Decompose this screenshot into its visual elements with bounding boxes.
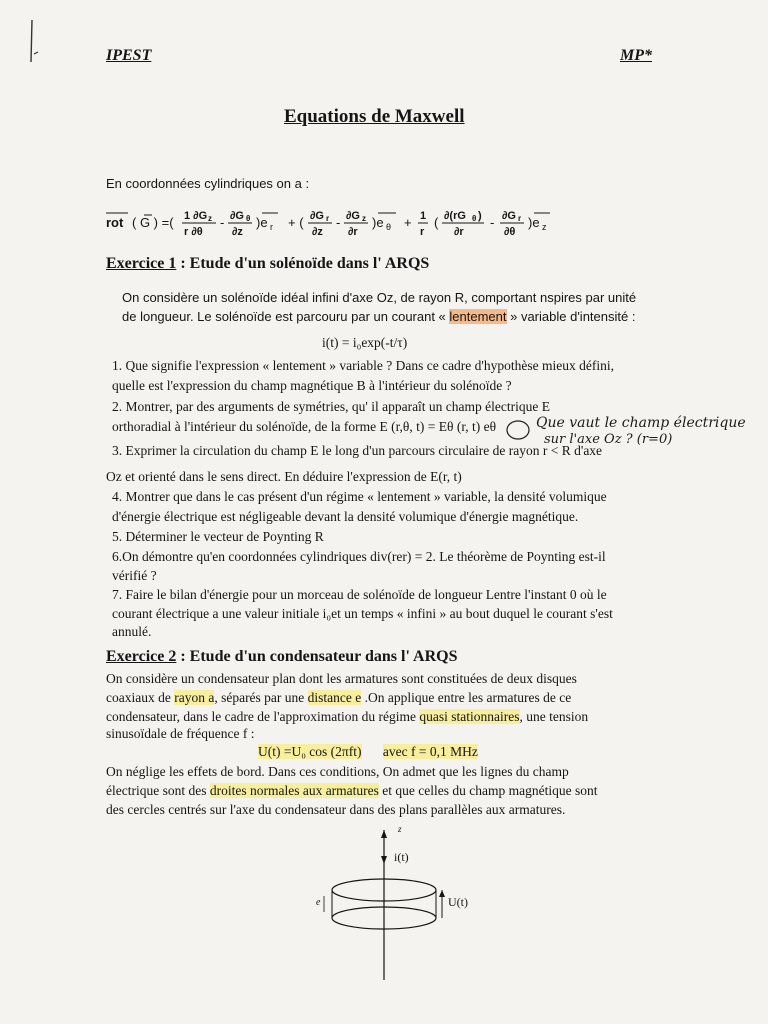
highlight-frequency: avec f = 0,1 MHz bbox=[382, 744, 478, 759]
pen-mark-icon bbox=[22, 18, 42, 66]
figure-distance-label: e bbox=[316, 897, 321, 908]
question-3-line-2: Oz et orienté dans le sens direct. En déduire l'expression de E(r, t) bbox=[106, 469, 462, 484]
ex1-paragraph-line-1: On considère un solénoïde idéal infini d'axe Oz, de rayon R, comportant nspires par unité bbox=[122, 290, 637, 305]
question-4-line-2: d'énergie électrique est négligeable devant la densité volumique d'énergie magnétique. bbox=[112, 509, 579, 524]
svg-text:∂G: ∂G bbox=[502, 210, 516, 222]
ex1-paragraph-line-2: de longueur. Le solénoïde est parcouru par un courant « lentement » variable d'intensité : bbox=[122, 309, 636, 324]
exercise-1-heading bbox=[106, 255, 429, 273]
svg-text:r: r bbox=[270, 222, 273, 232]
svg-text:): ) bbox=[478, 210, 482, 222]
highlight-distance: distance e bbox=[307, 690, 362, 705]
ex2-line-5: On néglige les effets de bord. Dans ces conditions, On admet que les lignes du champ bbox=[106, 764, 569, 779]
question-1-line-1: 1. Que signifie l'expression « lentement » variable ? Dans ce cadre d'hypothèse mieux défini, bbox=[112, 358, 614, 373]
svg-text:)e: )e bbox=[256, 215, 268, 230]
svg-text:∂z: ∂z bbox=[232, 226, 243, 238]
question-2-line-2: orthoradial à l'intérieur du solénoïde, de la forme E (r,θ, t) = Eθ (r, t) eθ bbox=[112, 419, 497, 434]
ex2-line-6: électrique sont des droites normales aux armatures et que celles du champ magnétique sont bbox=[106, 783, 598, 798]
question-1-line-2: quelle est l'expression du champ magnétique B à l'intérieur du solénoïde ? bbox=[112, 378, 512, 393]
svg-text:r: r bbox=[518, 214, 522, 223]
svg-text:1: 1 bbox=[420, 210, 427, 222]
svg-text:r: r bbox=[420, 226, 425, 238]
svg-text:∂G: ∂G bbox=[230, 210, 244, 222]
svg-text:r: r bbox=[326, 214, 330, 223]
current-formula: i(t) = i₀exp(-t/τ) bbox=[322, 335, 408, 350]
capacitor-figure bbox=[310, 820, 490, 990]
svg-text:∂r: ∂r bbox=[348, 226, 358, 238]
question-5: 5. Déterminer le vecteur de Poynting R bbox=[112, 529, 324, 544]
header-school: IPEST bbox=[106, 47, 152, 64]
question-3-line-1: 3. Exprimer la circulation du champ E le long d'un parcours circulaire de rayon r < R d'axe bbox=[112, 443, 603, 458]
exercise-1-label: Exercice 1 bbox=[106, 255, 177, 272]
handwritten-note-line-2: sur l'axe Oz ? (r=0) bbox=[544, 432, 673, 447]
figure-z-label: z bbox=[398, 824, 402, 834]
header-class: MP* bbox=[620, 47, 652, 64]
curl-formula-graphic bbox=[106, 205, 666, 245]
svg-text:( G ) =(: ( G ) =( bbox=[132, 215, 174, 230]
svg-text:)e: )e bbox=[372, 215, 384, 230]
svg-text:z: z bbox=[542, 222, 547, 232]
svg-text:)e: )e bbox=[528, 215, 540, 230]
svg-text:∂θ: ∂θ bbox=[504, 226, 516, 238]
svg-text:z: z bbox=[362, 214, 366, 223]
question-6-line-2: vérifié ? bbox=[112, 568, 157, 583]
exercise-2-title: : Etude d'un condensateur dans l' ARQS bbox=[180, 648, 458, 665]
highlight-droites-normales: droites normales aux armatures bbox=[209, 783, 379, 798]
hand-circle-icon bbox=[505, 418, 531, 442]
svg-text:+ (: + ( bbox=[288, 215, 304, 230]
svg-text:-: - bbox=[336, 215, 341, 230]
svg-text:rot: rot bbox=[106, 215, 124, 230]
figure-voltage-label: U(t) bbox=[448, 895, 468, 909]
svg-text:∂G: ∂G bbox=[310, 210, 324, 222]
svg-text:∂G: ∂G bbox=[346, 210, 360, 222]
figure-current-label: i(t) bbox=[394, 850, 409, 864]
exercise-2-label: Exercice 2 bbox=[106, 648, 177, 665]
exercise-1-title: : Etude d'un solénoïde dans l' ARQS bbox=[180, 255, 430, 272]
highlight-quasi-stationnaires: quasi stationnaires bbox=[419, 709, 520, 724]
ex2-line-3: condensateur, dans le cadre de l'approximation du régime quasi stationnaires, une tension bbox=[106, 709, 589, 724]
svg-text:θ: θ bbox=[386, 222, 392, 232]
question-2-line-1: 2. Montrer, par des arguments de symétries, qu' il apparaît un champ électrique E bbox=[112, 399, 551, 414]
question-7-line-2: courant électrique a une valeur initiale i₀et un temps « infini » au bout duquel le courant s'est bbox=[112, 606, 613, 621]
svg-text:(: ( bbox=[434, 215, 439, 230]
question-4-line-1: 4. Montrer que dans le cas présent d'un régime « lentement » variable, la densité volumique bbox=[112, 489, 607, 504]
svg-text:r ∂θ: r ∂θ bbox=[184, 226, 203, 238]
svg-text:∂(rG: ∂(rG bbox=[444, 210, 466, 222]
ex2-line-7: des cercles centrés sur l'axe du condensateur dans des plans parallèles aux armatures. bbox=[106, 802, 566, 817]
svg-text:-: - bbox=[220, 215, 225, 230]
ex2-line-2: coaxiaux de rayon a, séparés par une distance e .On applique entre les armatures de ce bbox=[106, 690, 572, 705]
page-title: Equations de Maxwell bbox=[284, 106, 465, 127]
svg-text:z: z bbox=[208, 214, 212, 223]
exercise-2-heading bbox=[106, 648, 457, 666]
svg-text:+: + bbox=[404, 215, 412, 230]
question-6-line-1: 6.On démontre qu'en coordonnées cylindriques div(rer) = 2. Le théorème de Poynting est-il bbox=[112, 549, 606, 564]
intro-line: En coordonnées cylindriques on a : bbox=[106, 176, 310, 191]
voltage-formula bbox=[258, 742, 478, 762]
svg-text:∂z: ∂z bbox=[312, 226, 323, 238]
ex2-line-1: On considère un condensateur plan dont les armatures sont constituées de deux disques bbox=[106, 671, 577, 686]
svg-text:θ: θ bbox=[472, 214, 477, 223]
svg-text:∂r: ∂r bbox=[454, 226, 464, 238]
highlight-rayon: rayon a bbox=[174, 690, 215, 705]
highlight-voltage: U(t) =U₀ cos (2πft) bbox=[258, 744, 362, 759]
svg-text:-: - bbox=[490, 215, 495, 230]
highlight-lentement: lentement bbox=[449, 309, 507, 324]
question-7-line-3: annulé. bbox=[112, 624, 152, 639]
svg-text:1 ∂G: 1 ∂G bbox=[184, 210, 208, 222]
ex2-line-4: sinusoïdale de fréquence f : bbox=[106, 726, 255, 741]
curl-formula bbox=[106, 205, 666, 245]
question-7-line-1: 7. Faire le bilan d'énergie pour un morceau de solénoïde de longueur Lentre l'instant 0 où le bbox=[112, 587, 607, 602]
handwritten-note-line-1: Que vaut le champ électrique bbox=[536, 415, 746, 431]
svg-text:θ: θ bbox=[246, 214, 251, 223]
